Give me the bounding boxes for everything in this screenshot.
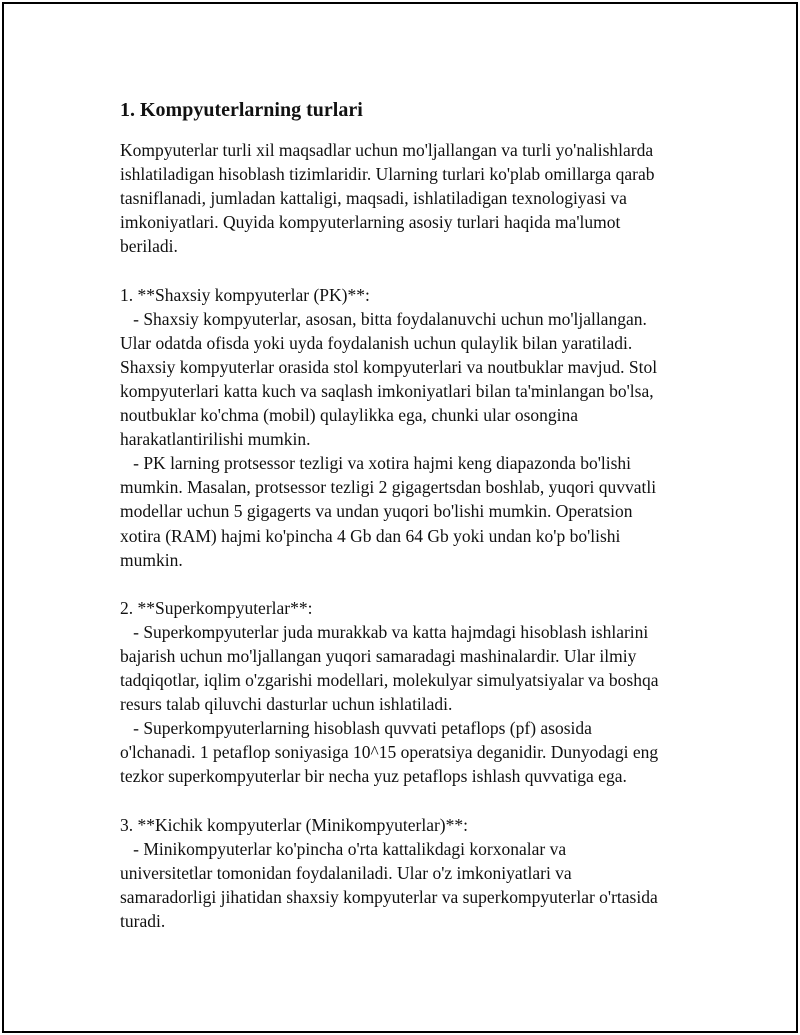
section-personal-computers — [120, 283, 710, 572]
section-minicomputers — [120, 813, 710, 933]
paragraph-gap — [120, 258, 710, 282]
text-line: samaradorligi jihatidan shaxsiy kompyuterlar va superkompyuterlar o'rtasida — [120, 886, 658, 907]
text-line: tezkor superkompyuterlar bir necha yuz petaflops ishlash quvvatiga ega. — [120, 766, 627, 787]
section-heading: 1. **Shaxsiy kompyuterlar (PK)**: — [120, 284, 370, 305]
text-line: mumkin. Masalan, protsessor tezligi 2 gigagertsdan boshlab, yuqori quvvatli — [120, 477, 657, 498]
paragraph-gap — [120, 572, 710, 596]
text-line: - Shaxsiy kompyuterlar, asosan, bitta foydalanuvchi uchun mo'ljallangan. — [120, 308, 647, 329]
text-line: Shaxsiy kompyuterlar orasida stol kompyuterlari va noutbuklar mavjud. Stol — [120, 356, 658, 377]
text-line: noutbuklar ko'chma (mobil) qulaylikka ega, chunki ular osongina — [120, 405, 579, 426]
text-line: - Superkompyuterlarning hisoblash quvvati petaflops (pf) asosida — [120, 718, 592, 739]
text-line: - Minikompyuterlar ko'pincha o'rta kattalikdagi korxonalar va — [120, 838, 567, 859]
section-supercomputers — [120, 596, 710, 789]
document-title: 1. Kompyuterlarning turlari — [120, 99, 363, 121]
text-line: tasniflanadi, jumladan kattaligi, maqsadi, ishlatiladigan texnologiyasi va — [120, 188, 627, 209]
text-line: mumkin. — [120, 549, 183, 570]
text-line: tadqiqotlar, iqlim o'zgarishi modellari, molekulyar simulyatsiyalar va boshqa — [120, 670, 659, 691]
text-line: kompyuterlari katta kuch va saqlash imkoniyatlari bilan ta'minlangan bo'lsa, — [120, 380, 654, 401]
text-line: Ular odatda ofisda yoki uyda foydalanish uchun qulaylik bilan yaratiladi. — [120, 332, 633, 353]
text-line: - PK larning protsessor tezligi va xotira hajmi keng diapazonda bo'lishi — [120, 453, 632, 474]
paragraph-gap — [120, 789, 710, 813]
text-line: beriladi. — [120, 236, 178, 257]
text-line: resurs talab qiluvchi dasturlar uchun ishlatiladi. — [120, 694, 453, 715]
text-line: Kompyuterlar turli xil maqsadlar uchun mo'ljallangan va turli yo'nalishlarda — [120, 140, 654, 160]
text-line: bajarish uchun mo'ljallangan yuqori samaradagi mashinalardir. Ular ilmiy — [120, 645, 637, 666]
text-line: - Superkompyuterlar juda murakkab va katta hajmdagi hisoblash ishlarini — [120, 621, 649, 642]
text-line: modellar uchun 5 gigagerts va undan yuqori bo'lishi mumkin. Operatsion — [120, 501, 633, 522]
text-line: imkoniyatlari. Quyida kompyuterlarning asosiy turlari haqida ma'lumot — [120, 212, 621, 233]
text-line: o'lchanadi. 1 petaflop soniyasiga 10^15 operatsiya deganidir. Dunyodagi eng — [120, 742, 659, 763]
document-body — [120, 96, 710, 933]
intro-paragraph — [120, 138, 710, 258]
text-line: ishlatiladigan hisoblash tizimlaridir. Ularning turlari ko'plab omillarga qarab — [120, 164, 655, 185]
text-line: harakatlantirilishi mumkin. — [120, 429, 311, 450]
page-frame — [2, 2, 798, 1033]
section-heading: 2. **Superkompyuterlar**: — [120, 597, 313, 618]
text-line: universitetlar tomonidan foydalaniladi. Ular o'z imkoniyatlari va — [120, 862, 572, 883]
section-heading: 3. **Kichik kompyuterlar (Minikompyuterlar)**: — [120, 814, 468, 835]
text-line: xotira (RAM) hajmi ko'pincha 4 Gb dan 64 Gb yoki undan ko'p bo'lishi — [120, 525, 621, 546]
text-line: turadi. — [120, 911, 166, 931]
